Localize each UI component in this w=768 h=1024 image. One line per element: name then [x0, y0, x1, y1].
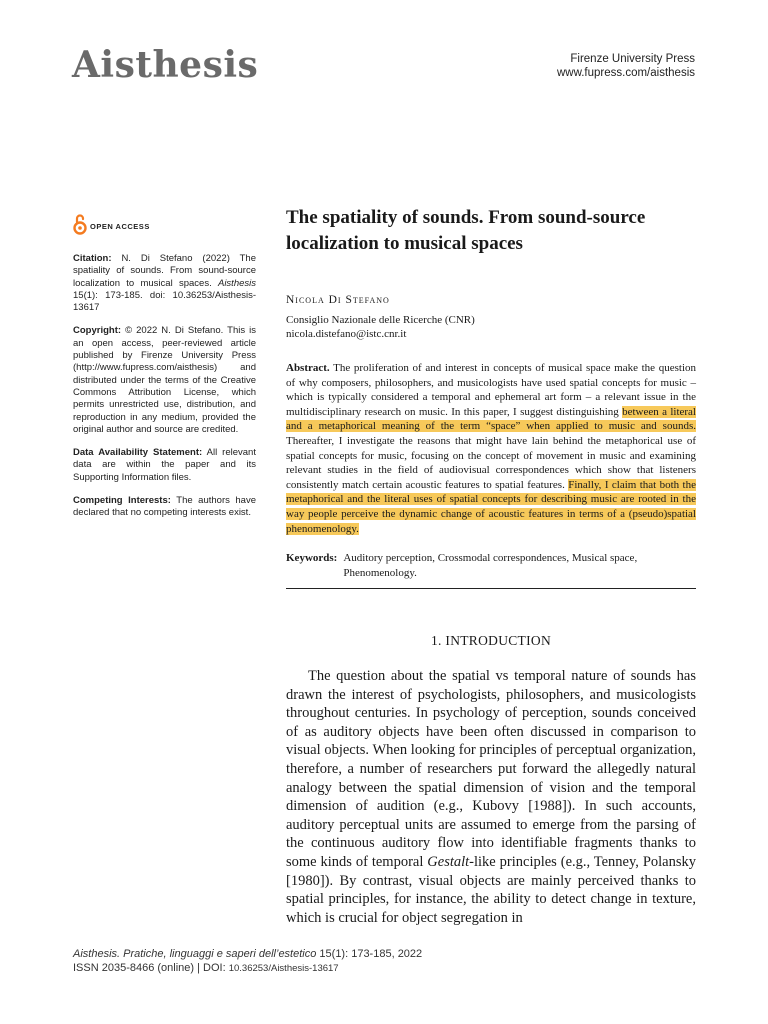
copyright-text: © 2022 N. Di Stefano. This is an open access, peer-reviewed article published by Firenze University Press (http://www.fupress.com/aisthesis) and distributed under the terms of the Creative Commons Attribution License, which permits unrestricted use, distribution, and reproduction in any medium, provided the original author and source are credited.	[73, 325, 256, 435]
citation-label: Citation:	[73, 253, 112, 264]
footer-journal-title: Aisthesis. Pratiche, linguaggi e saperi dell’estetico	[73, 948, 317, 960]
author-name: Nicola Di Stefano	[286, 294, 390, 306]
journal-logo: Aisthesis	[72, 44, 259, 86]
citation-text: N. Di Stefano (2022) The spatiality of sounds. From sound-source localization to musical spaces.	[73, 253, 256, 289]
keywords-label: Keywords:	[286, 552, 338, 564]
footer-issn: ISSN 2035-8466 (online) | DOI:	[73, 961, 229, 974]
citation-block	[73, 253, 256, 314]
footer-journal-line	[73, 948, 422, 962]
publisher-info	[557, 52, 695, 80]
open-access-label: OPEN ACCESS	[90, 222, 150, 231]
author-affiliation	[286, 313, 696, 341]
keywords	[286, 551, 696, 580]
data-availability-text: All relevant data are within the paper and its Supporting Information files.	[73, 447, 256, 483]
abstract	[286, 361, 696, 536]
citation-journal: Aisthesis	[217, 277, 256, 289]
competing-interests-text: The authors have declared that no competing interests exist.	[73, 495, 256, 519]
copyright-block	[73, 325, 256, 436]
abstract-label: Abstract.	[286, 362, 330, 374]
competing-interests-block	[73, 495, 256, 520]
footer-volume: 15(1): 173-185, 2022	[316, 948, 423, 960]
abstract-text: The proliferation of and interest in concepts of musical space make the question of why composers, philosophers, and musicologists have used spatial concepts for music – which is typically considered a temporal and ephemeral art form – a relevant issue in the multidisciplinary research on music. In this paper, I suggest distinguishing	[286, 362, 696, 418]
data-availability-label: Data Availability Statement:	[73, 447, 203, 459]
author-email[interactable]: nicola.distefano@istc.cnr.it	[286, 328, 407, 340]
article-title: The spatiality of sounds. From sound-source localization to musical spaces	[286, 207, 646, 254]
body-italic: Gestalt	[427, 853, 470, 870]
citation-doi: 15(1): 173-185. doi: 10.36253/Aisthesis-13617	[73, 289, 256, 314]
affiliation-name: Consiglio Nazionale delle Ricerche (CNR)	[286, 314, 475, 326]
publisher-url[interactable]: www.fupress.com/aisthesis	[556, 67, 695, 79]
competing-interests-label: Competing Interests:	[73, 495, 171, 507]
section-heading: 1. INTRODUCTION	[431, 633, 551, 648]
body-paragraph	[286, 667, 696, 927]
keywords-text: Auditory perception, Crossmodal correspondences, Musical space, Phenomenology.	[343, 552, 638, 579]
page-footer	[73, 948, 422, 975]
open-access-lock-icon	[73, 213, 87, 240]
divider	[286, 588, 696, 589]
body-text: The question about the spatial vs temporal nature of sounds has drawn the interest of psychologists, philosophers, and musicologists throughout centuries. In psychology of perception, sounds conceived of as auditory objects have been often discussed in comparison to visual objects. When looking for principles of perceptual organization, therefore, a number of researchers put forward the allegedly natural analogy between the spatial dimension of vision and the temporal dimension of audition (e.g., Kubovy [1988]). In such accounts, auditory perceptual units are assumed to emerge from the parsing of the continuous auditory flow into identifiable fragments thanks to some kinds of temporal	[286, 668, 696, 870]
publisher-name: Firenze University Press	[570, 53, 695, 65]
footer-doi[interactable]: 10.36253/Aisthesis-13617	[228, 962, 339, 974]
data-availability-block	[73, 447, 256, 484]
body-text: -like principles (e.g., Tenney, Polansky [1980]). By contrast, visual objects are mainly perceived thanks to spatial principles, for instance, the ability to detect change in texture, which is crucial for object segregation in	[286, 853, 696, 926]
sidebar-metadata	[73, 253, 256, 531]
abstract-text: Thereafter, I investigate the reasons that might have lain behind the metaphorical use of spatial concepts for music, focusing on the concept of movement in music and examining relevant studies in the field of audiovisual correspondences which show that listeners consistently match certain acoustic features to spatial features.	[286, 434, 696, 491]
footer-issn-line	[73, 962, 422, 976]
abstract-highlight: Finally, I claim that both the metaphorical and the literal uses of spatial concepts for describing music are rooted in the way people perceive the dynamic change of acoustic features in terms of a (pseudo)spatial phenomenology.	[286, 478, 696, 535]
abstract-highlight: between a literal and a metaphorical meaning of the term “space” when applied to music and sounds.	[286, 405, 696, 433]
copyright-label: Copyright:	[73, 325, 122, 337]
open-access-badge	[73, 213, 150, 240]
